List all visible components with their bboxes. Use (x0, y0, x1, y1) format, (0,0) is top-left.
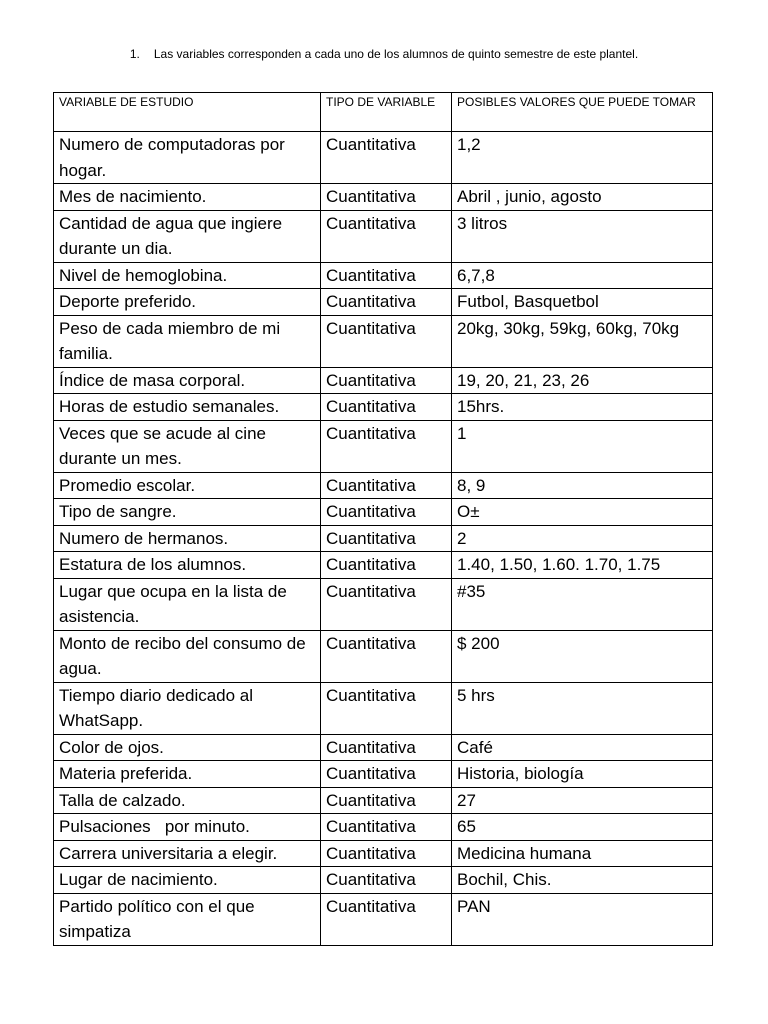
cell-variable: Lugar que ocupa en la lista de asistencia. (54, 578, 321, 630)
table-row (54, 630, 713, 682)
table-row (54, 472, 713, 499)
cell-type: Cuantitativa (321, 525, 452, 552)
cell-values: Historia, biología (452, 761, 713, 788)
table-row (54, 814, 713, 841)
cell-type: Cuantitativa (321, 472, 452, 499)
cell-variable: Tipo de sangre. (54, 499, 321, 526)
header-variable: VARIABLE DE ESTUDIO (54, 93, 321, 132)
cell-variable: Lugar de nacimiento. (54, 867, 321, 894)
cell-variable: Veces que se acude al cine durante un mes. (54, 420, 321, 472)
table-row (54, 787, 713, 814)
table-row (54, 184, 713, 211)
cell-values: O± (452, 499, 713, 526)
table-row (54, 840, 713, 867)
cell-values: 20kg, 30kg, 59kg, 60kg, 70kg (452, 315, 713, 367)
cell-values: 15hrs. (452, 394, 713, 421)
table-row (54, 394, 713, 421)
cell-values: 5 hrs (452, 682, 713, 734)
cell-type: Cuantitativa (321, 734, 452, 761)
cell-values: Abril , junio, agosto (452, 184, 713, 211)
table-row (54, 499, 713, 526)
cell-variable: Monto de recibo del consumo de agua. (54, 630, 321, 682)
table-row (54, 315, 713, 367)
cell-type: Cuantitativa (321, 867, 452, 894)
cell-values: 65 (452, 814, 713, 841)
cell-type: Cuantitativa (321, 761, 452, 788)
table-row (54, 734, 713, 761)
cell-type: Cuantitativa (321, 132, 452, 184)
cell-values: #35 (452, 578, 713, 630)
cell-values: 1.40, 1.50, 1.60. 1.70, 1.75 (452, 552, 713, 579)
cell-type: Cuantitativa (321, 184, 452, 211)
table-row (54, 525, 713, 552)
list-number: 1. (129, 47, 140, 61)
cell-type: Cuantitativa (321, 499, 452, 526)
cell-values: 6,7,8 (452, 262, 713, 289)
cell-type: Cuantitativa (321, 210, 452, 262)
cell-type: Cuantitativa (321, 578, 452, 630)
variables-table (53, 92, 713, 946)
cell-type: Cuantitativa (321, 682, 452, 734)
cell-variable: Peso de cada miembro de mi familia. (54, 315, 321, 367)
cell-variable: Numero de hermanos. (54, 525, 321, 552)
cell-type: Cuantitativa (321, 814, 452, 841)
cell-type: Cuantitativa (321, 893, 452, 945)
cell-values: 8, 9 (452, 472, 713, 499)
cell-values: Bochil, Chis. (452, 867, 713, 894)
table-row (54, 210, 713, 262)
cell-variable: Cantidad de agua que ingiere durante un dia. (54, 210, 321, 262)
cell-variable: Índice de masa corporal. (54, 367, 321, 394)
table-header (54, 93, 713, 132)
cell-variable: Pulsaciones por minuto. (54, 814, 321, 841)
header-type: TIPO DE VARIABLE (321, 93, 452, 132)
cell-variable: Talla de calzado. (54, 787, 321, 814)
cell-type: Cuantitativa (321, 367, 452, 394)
cell-variable: Deporte preferido. (54, 289, 321, 316)
cell-type: Cuantitativa (321, 262, 452, 289)
cell-variable: Nivel de hemoglobina. (54, 262, 321, 289)
table-row (54, 289, 713, 316)
header-row (54, 93, 713, 132)
cell-values: 1,2 (452, 132, 713, 184)
header-values: POSIBLES VALORES QUE PUEDE TOMAR (452, 93, 713, 132)
cell-type: Cuantitativa (321, 787, 452, 814)
cell-variable: Tiempo diario dedicado al WhatSapp. (54, 682, 321, 734)
table-row (54, 367, 713, 394)
table-row (54, 420, 713, 472)
table-row (54, 761, 713, 788)
cell-values: $ 200 (452, 630, 713, 682)
cell-values: PAN (452, 893, 713, 945)
table-row (54, 132, 713, 184)
cell-variable: Color de ojos. (54, 734, 321, 761)
cell-values: 1 (452, 420, 713, 472)
cell-type: Cuantitativa (321, 552, 452, 579)
cell-values: Futbol, Basquetbol (452, 289, 713, 316)
cell-values: 3 litros (452, 210, 713, 262)
cell-variable: Carrera universitaria a elegir. (54, 840, 321, 867)
cell-values: 19, 20, 21, 23, 26 (452, 367, 713, 394)
cell-type: Cuantitativa (321, 840, 452, 867)
cell-variable: Promedio escolar. (54, 472, 321, 499)
cell-values: Medicina humana (452, 840, 713, 867)
cell-type: Cuantitativa (321, 289, 452, 316)
cell-values: 2 (452, 525, 713, 552)
table-row (54, 682, 713, 734)
cell-variable: Partido político con el que simpatiza (54, 893, 321, 945)
cell-type: Cuantitativa (321, 420, 452, 472)
intro-text: Las variables corresponden a cada uno de los alumnos de quinto semestre de este plantel. (153, 47, 639, 61)
cell-variable: Mes de nacimiento. (54, 184, 321, 211)
table-row (54, 867, 713, 894)
cell-type: Cuantitativa (321, 630, 452, 682)
intro-line (0, 46, 768, 62)
cell-type: Cuantitativa (321, 315, 452, 367)
cell-values: 27 (452, 787, 713, 814)
cell-type: Cuantitativa (321, 394, 452, 421)
table-row (54, 552, 713, 579)
cell-variable: Estatura de los alumnos. (54, 552, 321, 579)
cell-values: Café (452, 734, 713, 761)
cell-variable: Materia preferida. (54, 761, 321, 788)
table-row (54, 262, 713, 289)
cell-variable: Horas de estudio semanales. (54, 394, 321, 421)
table-row (54, 578, 713, 630)
table-row (54, 893, 713, 945)
table-body (54, 132, 713, 946)
cell-variable: Numero de computadoras por hogar. (54, 132, 321, 184)
